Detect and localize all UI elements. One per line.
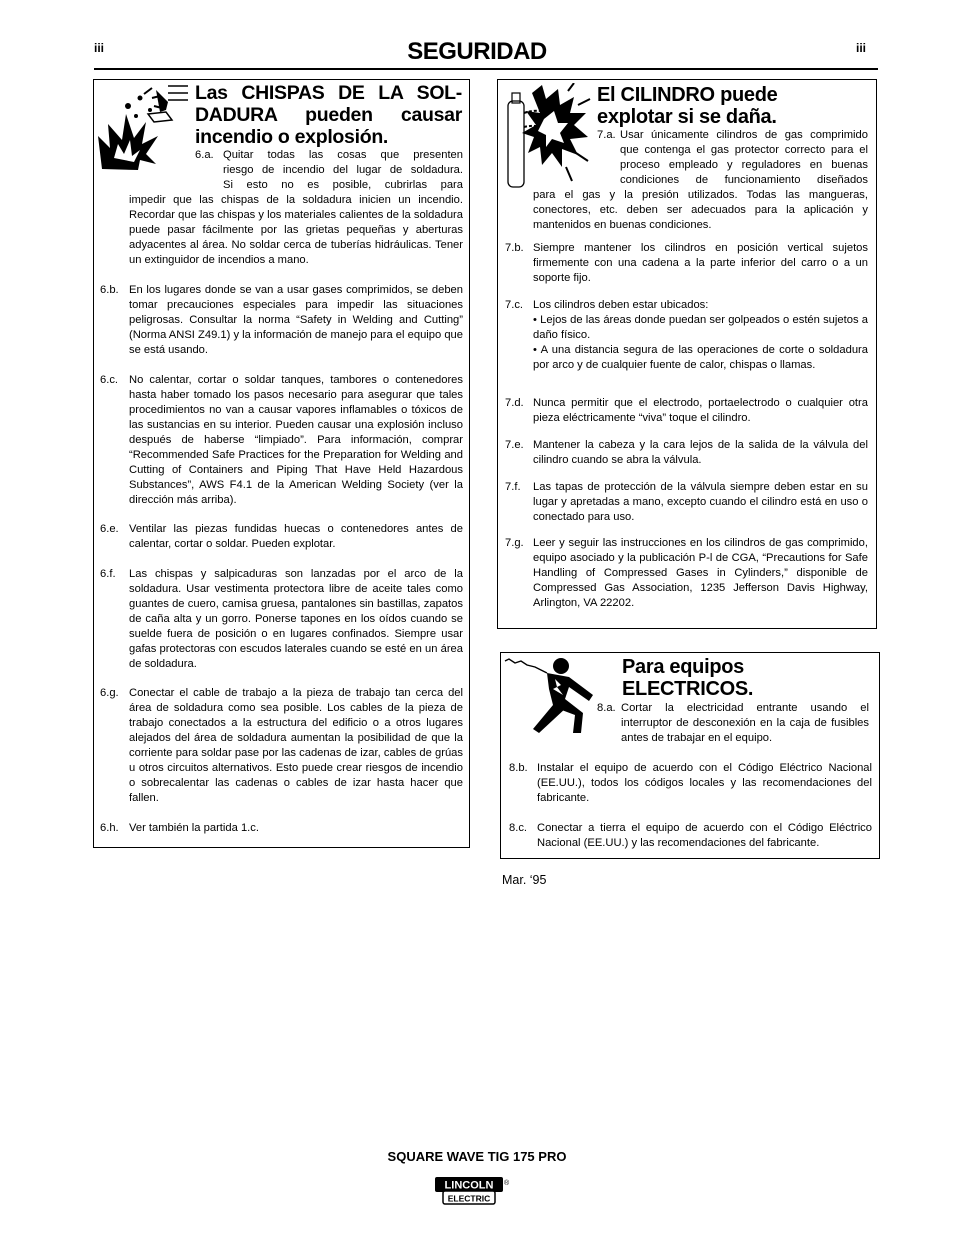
item-7b: 7.b. Siempre mantener los cilindros en posición vertical sujetos firmemente con una cadena a la parte inferior del carro o a un soporte fijo.	[505, 242, 868, 284]
page-number-left: iii	[94, 41, 105, 55]
item-8c: 8.c. Conectar a tierra el equipo de acuerdo con el Código Eléctrico Nacional (EE.UU.) y las recomendaciones del fabricante.	[509, 822, 872, 849]
header-rule	[94, 68, 878, 70]
item-8a: 8.a. Cortar la electricidad entrante usando el interruptor de desconexión en la caja de fusibles antes de trabajar en el equipo.	[597, 702, 869, 744]
item-7e: 7.e. Mantener la cabeza y la cara lejos de la salida de la válvula del cilindro cuando se abra la válvula.	[505, 439, 868, 466]
cylinder-explosion-icon	[502, 83, 592, 189]
cylinder-hazard-heading: El CILINDRO puede explotar si se daña.	[597, 84, 778, 128]
item-7g: 7.g. Leer y seguir las instrucciones en los cilindros de gas comprimido, equipo asociado y la publicación P-l de CGA, “Precautions for Safe Handling of Compressed Gases in Cylinders,” disponible de Compressed Gas Association, 1235 Jefferson Davis Highway, Arlington, VA 22202.	[505, 537, 868, 609]
item-7a-continued: para el gas y la presión utilizados. Todas las mangueras, conectores, etc. deben ser adecuados para la aplicación y mantenidos en buenas condiciones.	[533, 189, 868, 231]
item-7c: 7.c. Los cilindros deben estar ubicados: • Lejos de las áreas donde puedan ser golpeados o estén sujetos a daño físico. • A una distancia segura de las operaciones de corte o soldadura por arco y de cualquier fuente de calor, chispas o llamas.	[505, 299, 868, 371]
item-7f: 7.f. Las tapas de protección de la válvula siempre deben estar en su lugar y apretadas a mano, excepto cuando el cilindro está en uso o conectado para uso.	[505, 481, 868, 523]
item-6a-continued: impedir que las chispas de la soldadura inicien un incendio. Recordar que las chispas y los materiales calientes de la soldadura puede pasar fácilmente por las grietas pequeñas y aberturas adyacentes al área. No soldar cerca de tuberías hidráulicas. Tener un extinguidor de incendios a mano.	[129, 194, 463, 266]
page-number-right: iii	[856, 41, 867, 55]
item-8b: 8.b. Instalar el equipo de acuerdo con el Código Eléctrico Nacional (EE.UU.), todos los códigos locales y las recomendaciones del fabricante.	[509, 762, 872, 804]
logo-bottom-text: ELECTRIC	[447, 1193, 491, 1204]
fire-hazard-heading: Las CHISPAS DE LA SOL- DADURA pueden causar incendio o explosión.	[195, 82, 462, 148]
item-6c: 6.c. No calentar, cortar o soldar tanques, tambores o contenedores hasta haber tomado los pasos necesario para asegurar que tales procedimientos no van a causar vapores inflamables o tóxicos de las sustancias en su interior. Pueden causar una explosión incluso después de haberse “limpiado”. Para información, comprar “Recommended Safe Practices for the Preparation for Welding and Cutting of Containers and Piping That Have Held Hazardous Substances”, AWS F4.1 de la American Welding Society (ver la dirección más arriba).	[100, 374, 463, 506]
item-6b: 6.b. En los lugares donde se van a usar gases comprimidos, se deben tomar precauciones especiales para impedir las situaciones peligrosas. Consultar la norma “Safety in Welding and Cutting” (Norma ANSI Z49.1) y la información de manejo para el equipo que se está usando.	[100, 284, 463, 356]
logo-top-text: LINCOLN	[444, 1179, 494, 1192]
bullet-7c-2: • A una distancia segura de las operaciones de corte o soldadura por arco y de cualquier fuente de calor, chispas o llamas.	[533, 344, 868, 371]
item-6f: 6.f. Las chispas y salpicaduras son lanzadas por el arco de la soldadura. Usar vestimenta protectora libre de aceite tales como guantes de cuero, camisa gruesa, pantalones sin bastillas, zapatos de caña alta y un gorro. Ponerse tapones en los oídos cuando se suelde fuera de posición o en lugares confinados. Siempre usar gafas protectoras con escudos laterales cuando se esté en un área de soldadura.	[100, 568, 463, 670]
item-6e: 6.e. Ventilar las piezas fundidas huecas o contenedores antes de calentar, cortar o soldar. Pueden explotar.	[100, 523, 463, 550]
item-6a: 6.a. Quitar todas las cosas que presenten riesgo de incendio del lugar de soldadura. Si esto no es posible, cubrirlas para	[195, 149, 463, 191]
page-title: SEGURIDAD	[407, 38, 547, 65]
explosion-sparks-icon	[96, 84, 192, 172]
item-7d: 7.d. Nunca permitir que el electrodo, portaelectrodo o cualquier otra pieza eléctricamente “viva” toque el cilindro.	[505, 397, 868, 424]
item-6h: 6.h. Ver también la partida 1.c.	[100, 822, 259, 834]
revision-date: Mar. ‘95	[502, 873, 547, 887]
lincoln-electric-logo	[434, 1176, 510, 1206]
item-7a: 7.a. Usar únicamente cilindros de gas comprimido que contenga el gas protector correcto para el proceso empleado y reguladores en buenas condiciones de funcionamiento diseñados	[597, 129, 868, 186]
electric-hazard-heading: Para equipos ELECTRICOS.	[622, 656, 754, 700]
logo-registered-mark: ®	[504, 1180, 510, 1187]
bullet-7c-1: • Lejos de las áreas donde puedan ser golpeados o estén sujetos a daño físico.	[533, 314, 868, 341]
footer-model-name: SQUARE WAVE TIG 175 PRO	[387, 1149, 567, 1164]
item-6g: 6.g. Conectar el cable de trabajo a la pieza de trabajo tan cerca del área de soldadura como sea posible. Los cables de la pieza de trabajo conectados a la estructura del edificio o a otros lugares alejados del área de soldadura aumentan la posibilidad de que la corriente para soldar pase por las cadenas de izar, cables de grúas u otros circuitos alternativos. Esto puede crear riesgos de incendio o sobrecalentar las cadenas o cables de izar hasta hacer que fallen.	[100, 687, 463, 804]
